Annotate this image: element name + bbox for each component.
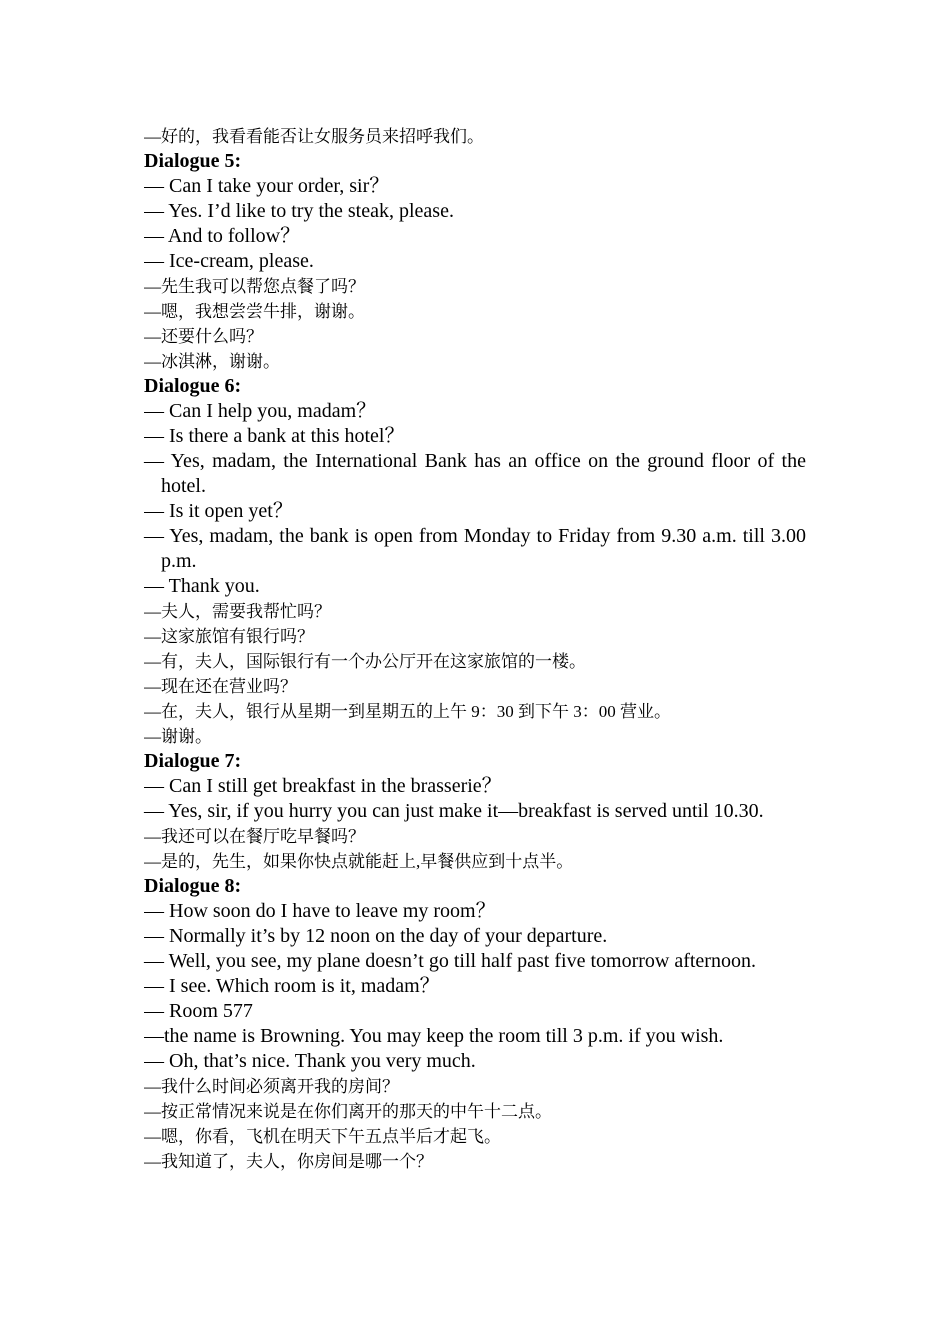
text-line: — Yes, madam, the bank is open from Monday to Friday from 9.30 a.m. till 3.00 p.m. [144, 525, 806, 572]
dialogue-heading: Dialogue 5: [144, 150, 242, 172]
text-line: —这家旅馆有银行吗？ [144, 627, 314, 646]
text-line: — Oh, that’s nice. Thank you very much. [144, 1050, 476, 1072]
dialogue-heading: Dialogue 7: [144, 750, 242, 772]
text-line: —先生我可以帮您点餐了吗？ [144, 277, 365, 296]
text-line: — Thank you. [144, 575, 260, 597]
text-line: — Room 577 [144, 1000, 253, 1022]
text-line: —我还可以在餐厅吃早餐吗？ [144, 827, 365, 846]
text-line: —嗯，我想尝尝牛排，谢谢。 [144, 302, 365, 321]
text-line: —谢谢。 [144, 727, 212, 746]
text-line: — How soon do I have to leave my room？ [144, 900, 496, 922]
text-line: —好的，我看看能否让女服务员来招呼我们。 [144, 127, 484, 146]
text-line: —是的，先生，如果你快点就能赶上,早餐供应到十点半。 [144, 852, 574, 871]
text-line: —嗯，你看，飞机在明天下午五点半后才起飞。 [144, 1127, 501, 1146]
text-line: — Is it open yet？ [144, 500, 293, 522]
text-line: —夫人，需要我帮忙吗？ [144, 602, 331, 621]
text-line: — And to follow？ [144, 225, 301, 247]
text-line: —有，夫人，国际银行有一个办公厅开在这家旅馆的一楼。 [144, 652, 586, 671]
text-line: —还要什么吗？ [144, 327, 263, 346]
text-line: — Is there a bank at this hotel？ [144, 425, 405, 447]
text-line: —冰淇淋，谢谢。 [144, 352, 280, 371]
text-line: — Can I take your order, sir？ [144, 175, 390, 197]
text-line: —我知道了，夫人，你房间是哪一个？ [144, 1152, 433, 1171]
text-line: — Can I help you, madam？ [144, 400, 377, 422]
text-line: — Ice-cream, please. [144, 250, 314, 272]
text-line: —我什么时间必须离开我的房间？ [144, 1077, 399, 1096]
text-line: — Yes. I’d like to try the steak, please. [144, 200, 454, 222]
document-page [144, 124, 806, 1174]
dialogue-heading: Dialogue 6: [144, 375, 242, 397]
text-line: — I see. Which room is it, madam？ [144, 975, 440, 997]
text-line: —the name is Browning. You may keep the room till 3 p.m. if you wish. [144, 1025, 724, 1047]
text-line: —现在还在营业吗？ [144, 677, 297, 696]
text-line: —按正常情况来说是在你们离开的那天的中午十二点。 [144, 1102, 552, 1121]
text-line: — Can I still get breakfast in the brasserie？ [144, 775, 502, 797]
dialogue-heading: Dialogue 8: [144, 875, 242, 897]
text-line: — Well, you see, my plane doesn’t go till half past five tomorrow afternoon. [144, 950, 756, 972]
text-line: —在，夫人，银行从星期一到星期五的上午 9：30 到下午 3：00 营业。 [144, 702, 671, 721]
text-line: — Normally it’s by 12 noon on the day of your departure. [144, 925, 608, 947]
text-line: — Yes, madam, the International Bank has an office on the ground floor of the hotel. [144, 450, 806, 497]
text-line: — Yes, sir, if you hurry you can just make it—breakfast is served until 10.30. [144, 800, 764, 822]
